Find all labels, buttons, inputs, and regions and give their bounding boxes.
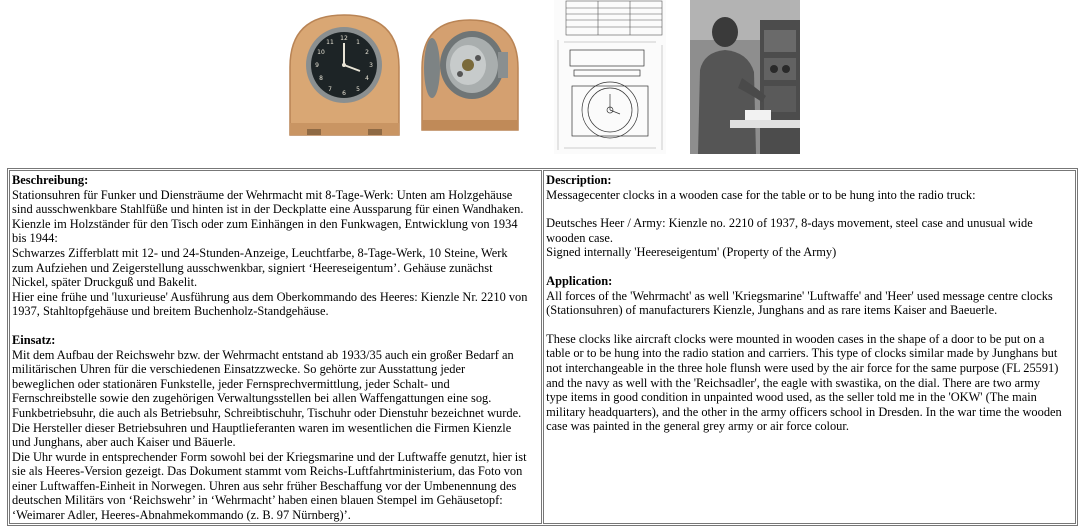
english-column: [543, 170, 1076, 524]
german-use-line: Funkbetriebsuhr, die auch als Betriebsuhr, Schreibtischuhr, Tischuhr oder Dienstuhr bezeichnet wurde.: [12, 405, 522, 420]
english-application-line: All forces of the 'Wehrmacht' as well 'Kriegsmarine' 'Luftwaffe' and 'Heer' used message centre clocks: [546, 288, 1053, 303]
svg-text:10: 10: [317, 49, 325, 56]
paragraph-gap: [546, 260, 1073, 274]
german-use-line: militärischen Uhren für die verschiedenen Einsatzzwecke. So gehörte zur Ausstattung jeder: [12, 362, 466, 377]
svg-text:3: 3: [369, 62, 373, 69]
german-use-line: deutschen Militärs von ‘Reichswehr’ in ‘Wehrmacht’ haben einen blauen Stempel im Gehäusetopf:: [12, 493, 503, 508]
svg-text:9: 9: [315, 62, 319, 69]
english-army-line: wooden case.: [546, 230, 613, 245]
clock-open-photo: [410, 10, 535, 135]
english-application-heading: Application:: [546, 273, 613, 288]
svg-text:6: 6: [342, 90, 346, 97]
german-description-heading: Beschreibung:: [12, 173, 89, 187]
german-use-line: sie als Heeres-Version gezeigt. Das Dokument stammt vom Reichs-Luftfahrtministerium, das Foto von: [12, 464, 523, 479]
svg-text:7: 7: [328, 86, 332, 93]
radio-operator-photo: [690, 0, 800, 154]
svg-text:1: 1: [356, 39, 360, 46]
german-use-line: und Junghans, aber auch Kaiser und Bäuerle.: [12, 435, 236, 450]
german-use-line: beweglichen oder stationären Funkstelle, jeder Fernsprechvermittlung, jeder Schalt- und: [12, 376, 450, 391]
english-army-line: Signed internally 'Heereseigentum' (Property of the Army): [546, 245, 837, 260]
english-description-line: Messagecenter clocks in a wooden case for the table or to be hung into the radio truck:: [546, 187, 976, 202]
english-clocks-line: not interchangeable in the three hole flunsh were used by the air force for the same purpose (FL 25591): [546, 360, 1059, 375]
paragraph-gap: [546, 318, 1073, 332]
svg-text:4: 4: [365, 75, 369, 82]
german-description-line: sind ausschwenkbare Stahlfüße und hinten ist in der Deckplatte eine Aussparung für einen Wandhaken.: [12, 202, 524, 217]
german-use-line: ‘Weimarer Adler, Heeres-Abnahmekommando (z. B. 97 Nürnberg)’.: [12, 508, 351, 523]
clock-open-illustration: [410, 10, 535, 135]
radio-operator-illustration: [690, 0, 800, 154]
english-army-line: Deutsches Heer / Army: Kienzle no. 2210 of 1937, 8-days movement, steel case and unusual wide: [546, 216, 1033, 231]
english-clocks-line: table or to be hung into the radio station and carriers. This type of clocks similar made by Junghans but: [546, 346, 1058, 361]
german-description-line: Kienzle im Holzständer für den Tisch oder zum Einhängen in den Funkwagen, Entwicklung von 1934: [12, 216, 518, 231]
german-description-line: 1937, Stahltopfgehäuse und breitem Buchenholz-Standgehäuse.: [12, 304, 329, 319]
german-use-heading: Einsatz:: [12, 332, 56, 347]
english-clocks-line: type items in good condition in unpainted wood used, as the seller told me in the 'OKW' (The main: [546, 390, 1037, 405]
technical-drawing: [554, 0, 666, 154]
english-description-heading: Description:: [546, 173, 612, 187]
svg-text:11: 11: [326, 39, 334, 46]
german-description-line: Nickel, später Druckguß und Bakelit.: [12, 275, 198, 290]
english-clocks-line: military headquarters), and the other in the army officers school in Dresden. In the war time the wooden: [546, 404, 1062, 419]
technical-drawing-illustration: [554, 0, 666, 154]
svg-text:12: 12: [340, 35, 348, 42]
clock-front-illustration: [282, 7, 407, 140]
german-description-line: zum Aufziehen und Zeigerstellung ausschwenkbar, signiert ‘Heereseigentum’. Gehäuse zunächst: [12, 260, 493, 275]
german-use-line: Die Uhr wurde in entsprechender Form sowohl bei der Kriegsmarine und der Luftwaffe genutzt, hier ist: [12, 449, 527, 464]
german-use-line: einer Luftwaffen-Einheit in Norwegen. Uhren aus sehr früher Beschaffung vor der Umbenennung des: [12, 478, 517, 493]
german-use-line: Die Hersteller dieser Betriebsuhren und Hauptlieferanten waren im wesentlichen die Firmen Kienzle: [12, 420, 512, 435]
description-row: [9, 170, 1076, 524]
english-clocks-line: case was painted in the general grey army or air force colour.: [546, 419, 849, 434]
svg-text:2: 2: [365, 49, 369, 56]
german-description-line: Hier eine frühe und 'luxurieuse' Ausführung aus dem Oberkommando des Heeres: Kienzle Nr. 2210 von: [12, 289, 528, 304]
paragraph-gap: [12, 319, 539, 333]
german-column: [9, 170, 542, 524]
german-description-line: Schwarzes Zifferblatt mit 12- und 24-Stunden-Anzeige, Leuchtfarbe, 8-Tage-Werk, 10 Steine, Werk: [12, 245, 508, 260]
svg-text:8: 8: [319, 75, 323, 82]
german-description-line: bis 1944:: [12, 231, 58, 246]
paragraph-gap: [546, 202, 1073, 216]
german-use-line: Fernschreibstelle sowie den zugehörigen Verwaltungsstellen bei allen Waffengattungen eine sog.: [12, 391, 492, 406]
english-clocks-line: and the navy as well with the 'Reichsadler', the eagle with swastika, on the dial. There are two army: [546, 375, 1041, 390]
description-table: [7, 168, 1078, 526]
clock-front-photo: [282, 7, 407, 140]
english-clocks-line: These clocks like aircraft clocks were mounted in wooden cases in the shape of a door to be put on a: [546, 331, 1045, 346]
german-use-line: Mit dem Aufbau der Reichswehr bzw. der Wehrmacht entstand ab 1933/35 auch ein großer Bedarf an: [12, 347, 514, 362]
english-application-line: (Stationsuhren) of manufacturers Kienzle, Junghans and as rare items Kaiser and Baeuerle.: [546, 303, 998, 318]
svg-text:5: 5: [356, 86, 360, 93]
german-description-line: Stationsuhren für Funker und Diensträume der Wehrmacht mit 8-Tage-Werk: Unten am Holzgehäuse: [12, 187, 513, 202]
